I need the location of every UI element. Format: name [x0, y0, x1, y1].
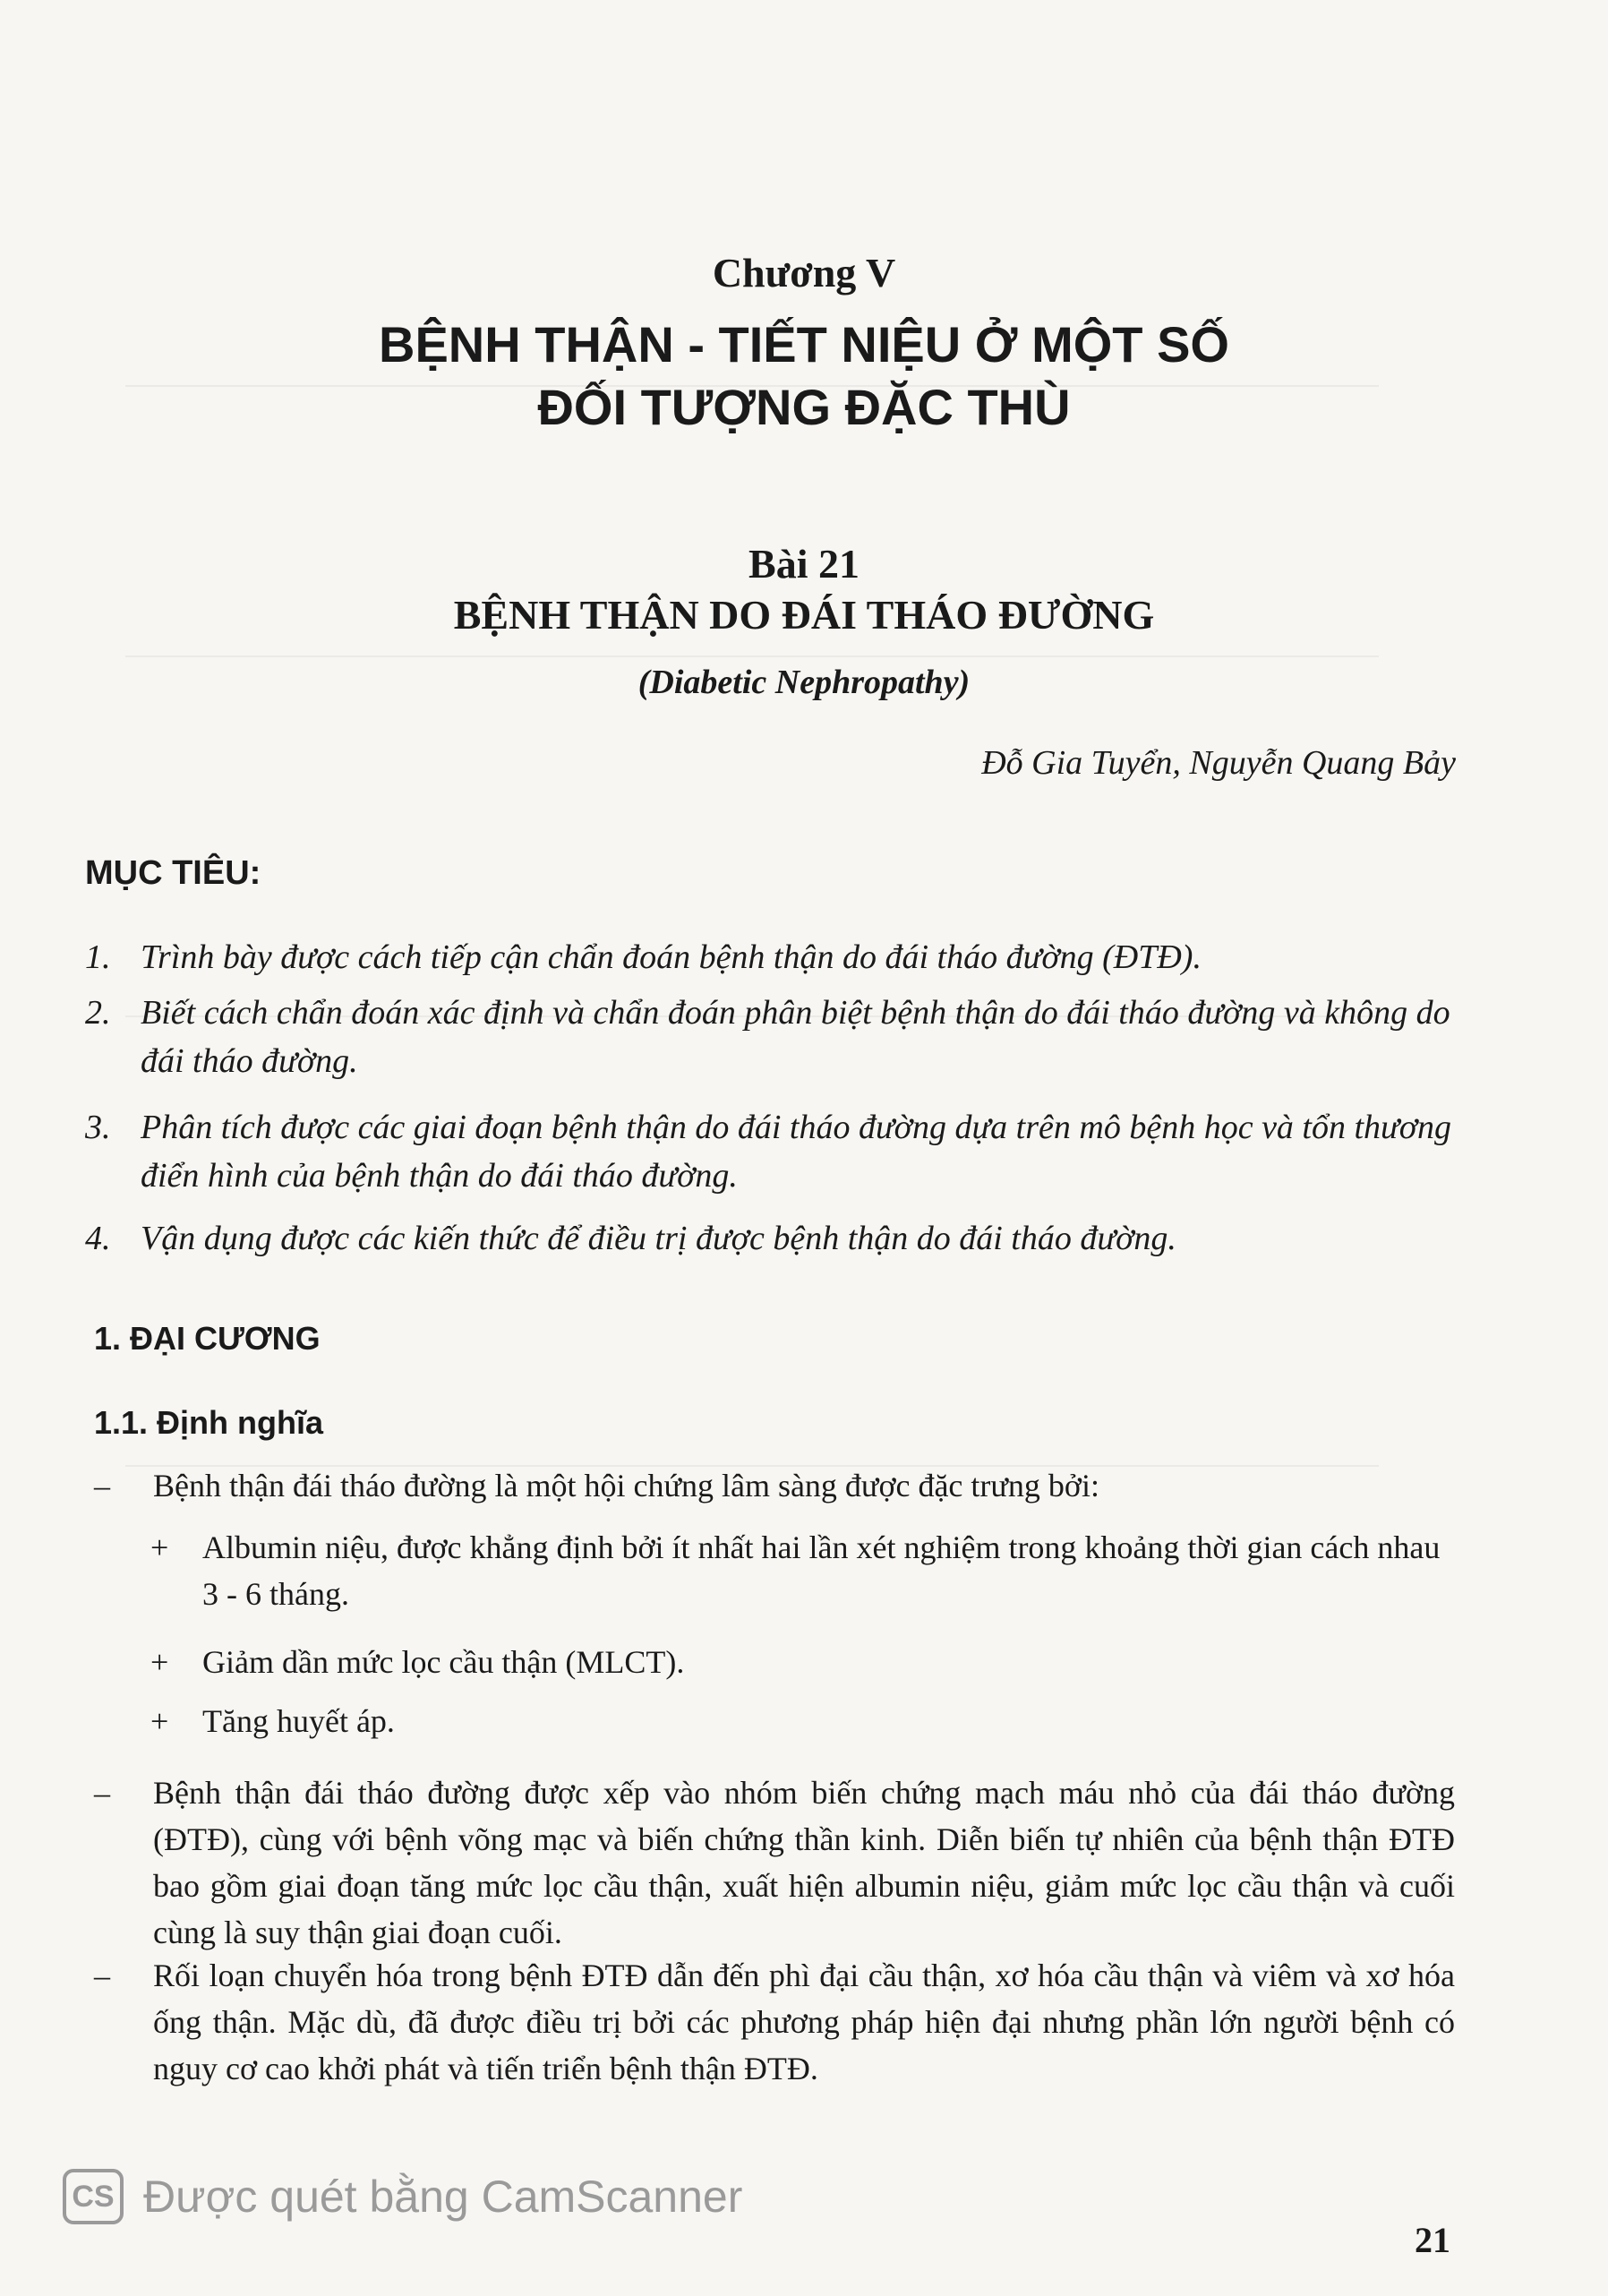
bullet-text: Tăng huyết áp.: [202, 1703, 395, 1739]
bullet-text: Albumin niệu, được khẳng định bởi ít nhất hai lần xét nghiệm trong khoảng thời gian cách nhau 3 - 6 tháng.: [202, 1529, 1441, 1612]
paragraph-classification: [94, 1769, 1455, 1956]
page-number: 21: [1415, 2220, 1450, 2260]
chapter-title-line-1: BỆNH THẬN - TIẾT NIỆU Ở MỘT SỐ: [379, 316, 1229, 373]
objective-number: 2.: [85, 994, 111, 1032]
camscanner-text: Được quét bằng CamScanner: [143, 2172, 743, 2222]
lesson-number: Bài 21: [748, 541, 860, 587]
bullet-item: [150, 1698, 1458, 1744]
section-heading: 1. ĐẠI CƯƠNG: [94, 1320, 321, 1357]
camscanner-watermark: [63, 2165, 742, 2228]
objective-text: Trình bày được cách tiếp cận chẩn đoán bệnh thận do đái tháo đường (ĐTĐ).: [141, 938, 1202, 976]
plus-marker: +: [150, 1529, 169, 1565]
dash-marker: –: [94, 1468, 110, 1504]
camscanner-logo-icon: CS: [63, 2169, 124, 2224]
plus-marker: +: [150, 1703, 169, 1739]
dash-marker: –: [94, 1775, 110, 1811]
objective-item: [85, 1214, 1482, 1263]
paragraph-text: Rối loạn chuyển hóa trong bệnh ĐTĐ dẫn đến phì đại cầu thận, xơ hóa cầu thận và viêm và xơ hóa ống thận. Mặc dù, đã được điều trị bởi các phương pháp hiện đại nhưng phần lớn người bệnh có nguy cơ cao khởi phát và tiến triển bệnh thận ĐTĐ.: [153, 1958, 1455, 2086]
chapter-title: [0, 313, 1608, 439]
chapter-label: Chương V: [712, 250, 896, 296]
objective-number: 4.: [85, 1220, 111, 1257]
authors: Đỗ Gia Tuyển, Nguyễn Quang Bảy: [981, 744, 1456, 782]
paragraph-text: Bệnh thận đái tháo đường được xếp vào nhóm biến chứng mạch máu nhỏ của đái tháo đường (ĐTĐ), cùng với bệnh võng mạc và biến chứng thần kinh. Diễn biến tự nhiên của bệnh thận ĐTĐ bao gồm giai đoạn tăng mức lọc cầu thận, xuất hiện albumin niệu, giảm mức lọc cầu thận và cuối cùng là suy thận giai đoạn cuối.: [153, 1775, 1455, 1950]
objective-number: 1.: [85, 938, 111, 976]
objective-item: [85, 933, 1482, 981]
lesson-title: BỆNH THẬN DO ĐÁI THÁO ĐƯỜNG: [453, 592, 1155, 638]
objective-text: Biết cách chẩn đoán xác định và chẩn đoán phân biệt bệnh thận do đái tháo đường và không do đái tháo đường.: [141, 994, 1450, 1080]
dash-marker: –: [94, 1958, 110, 1993]
bullet-item: [150, 1524, 1458, 1617]
paragraph-text: Bệnh thận đái tháo đường là một hội chứng lâm sàng được đặc trưng bởi:: [153, 1468, 1099, 1504]
objective-text: Phân tích được các giai đoạn bệnh thận do đái tháo đường dựa trên mô bệnh học và tổn thương điển hình của bệnh thận do đái tháo đường.: [141, 1109, 1452, 1195]
plus-marker: +: [150, 1644, 169, 1680]
paragraph-pathophysiology: [94, 1952, 1455, 2092]
lesson-subtitle: (Diabetic Nephropathy): [637, 664, 971, 701]
bullet-text: Giảm dần mức lọc cầu thận (MLCT).: [202, 1644, 685, 1680]
objective-item: [85, 1103, 1482, 1200]
paragraph-definition: [94, 1462, 1455, 1509]
objective-text: Vận dụng được các kiến thức để điều trị được bệnh thận do đái tháo đường.: [141, 1220, 1176, 1257]
bullet-item: [150, 1639, 1458, 1685]
chapter-title-line-2: ĐỐI TƯỢNG ĐẶC THÙ: [537, 379, 1071, 435]
subsection-heading: 1.1. Định nghĩa: [94, 1404, 324, 1441]
objective-number: 3.: [85, 1109, 111, 1146]
objectives-heading: MỤC TIÊU:: [85, 854, 261, 892]
objective-item: [85, 989, 1482, 1085]
